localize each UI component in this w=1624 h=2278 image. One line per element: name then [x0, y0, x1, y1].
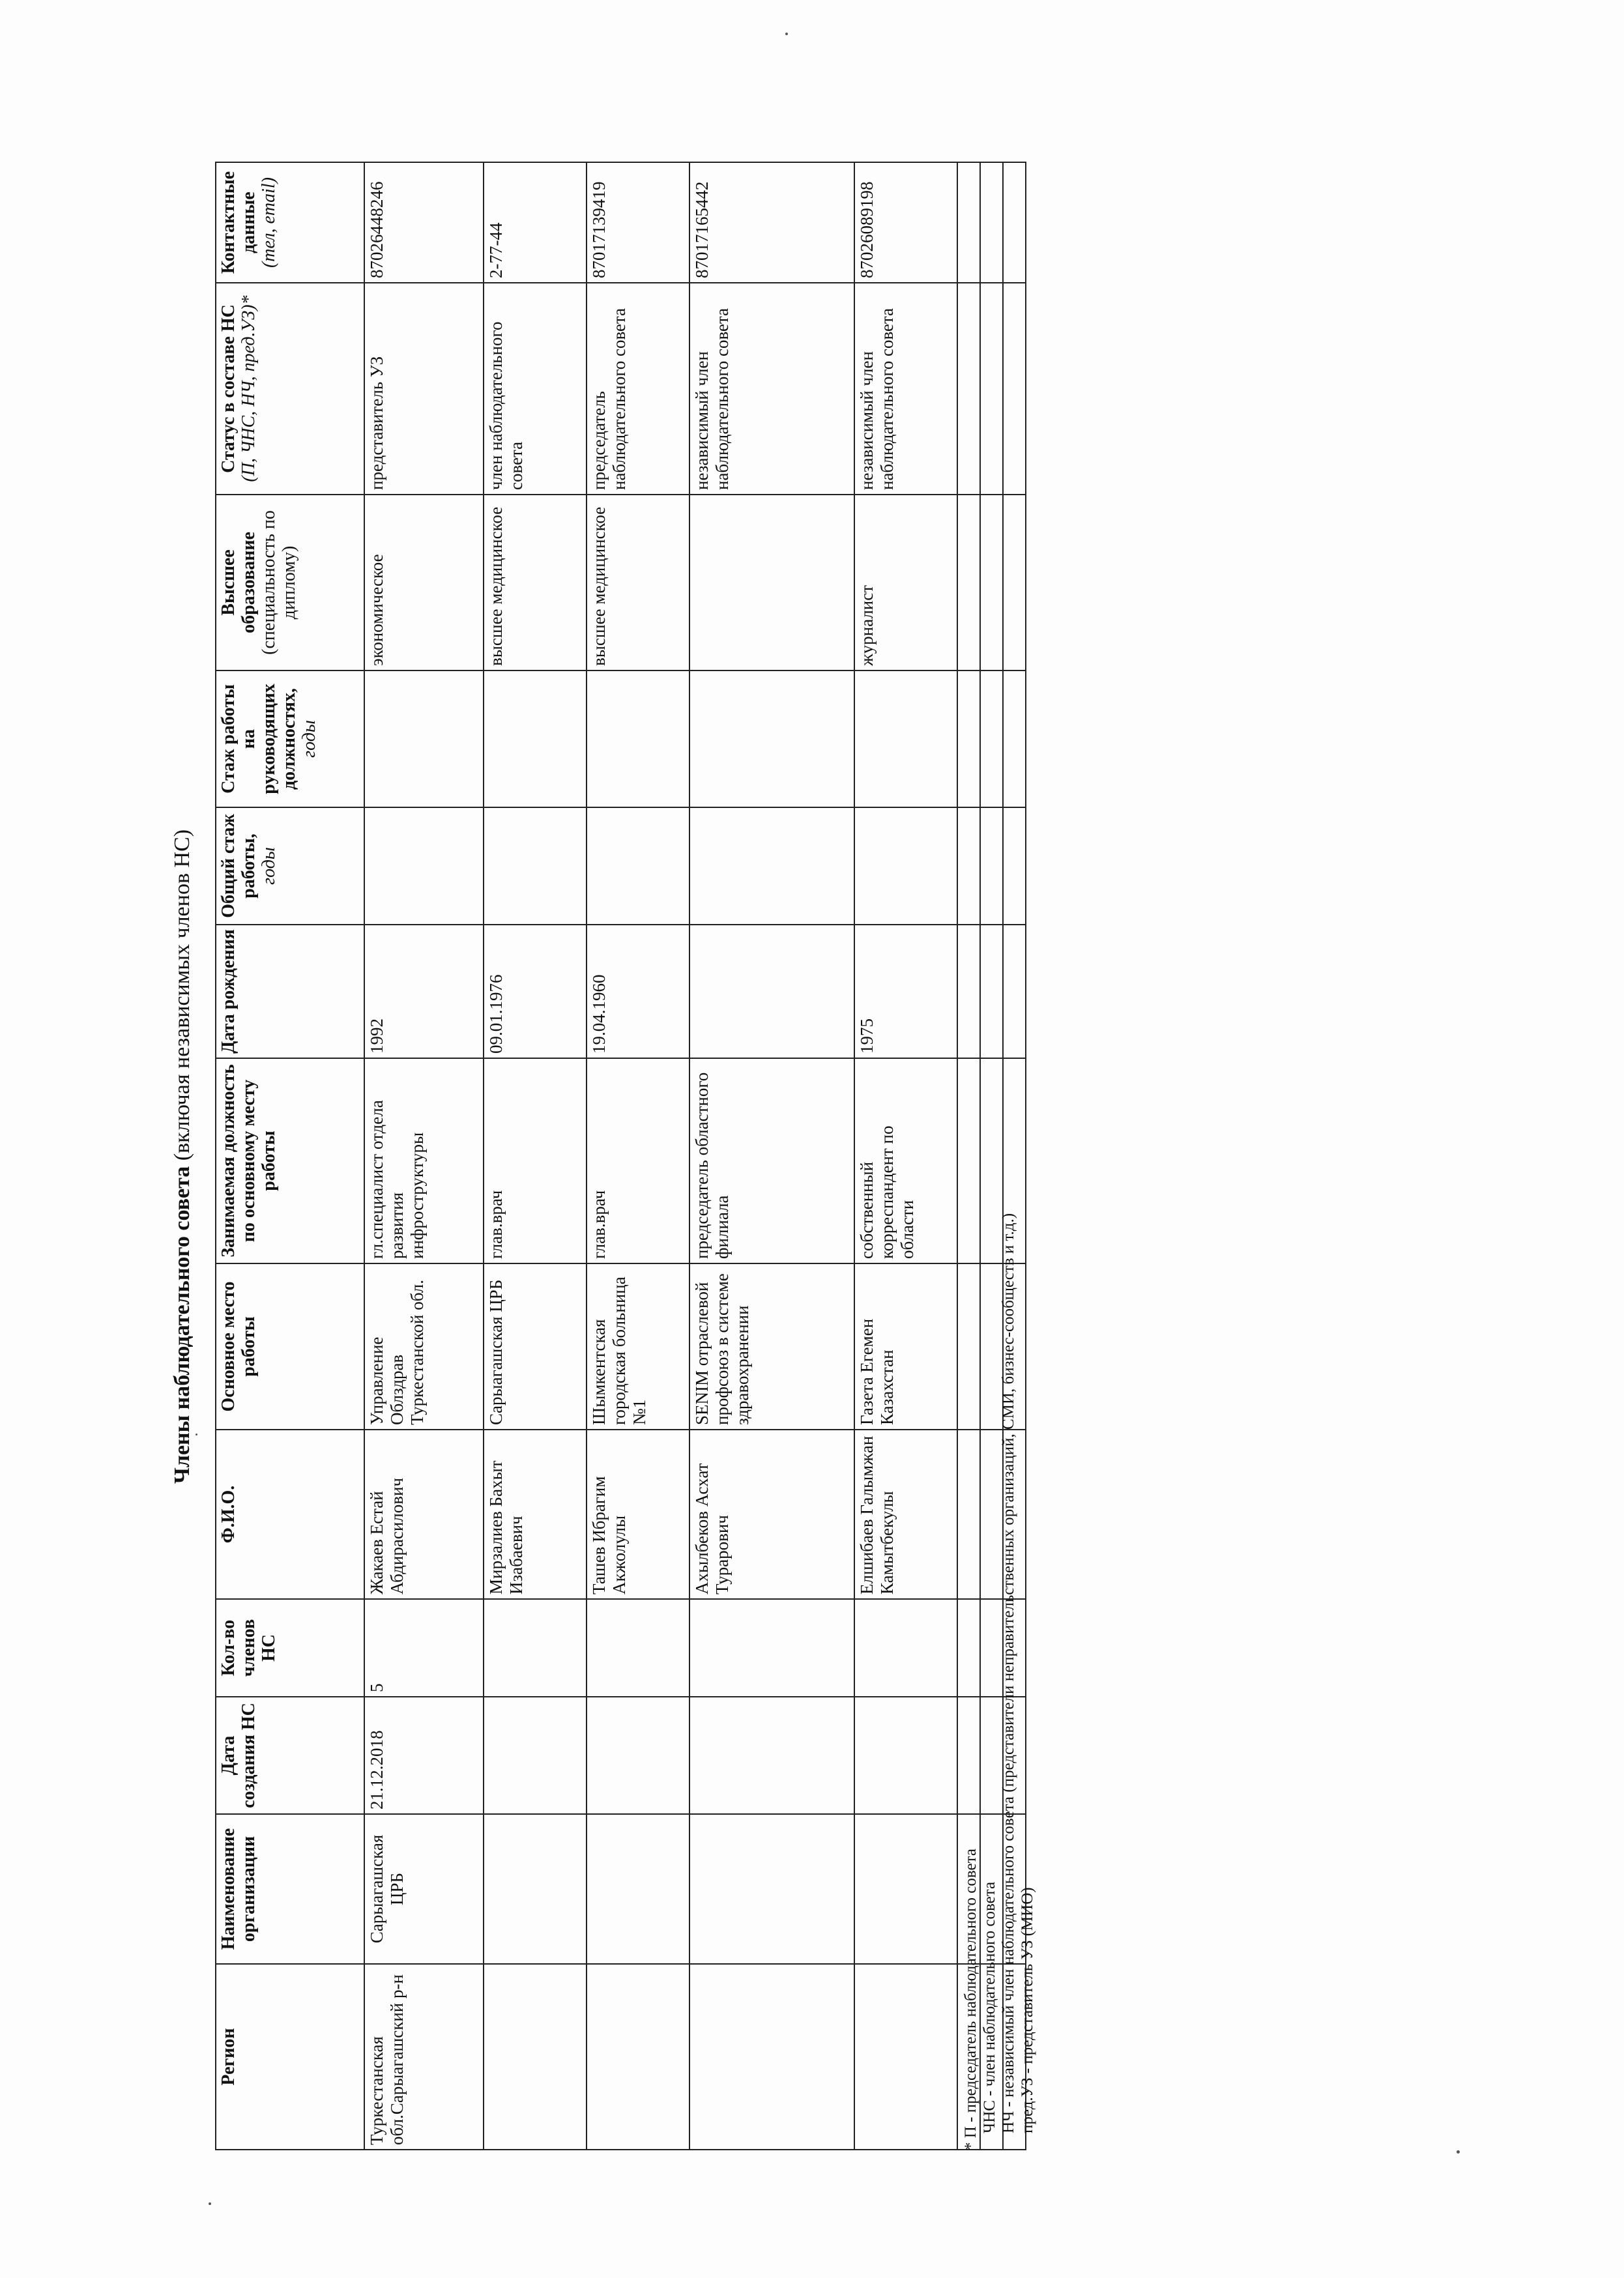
- table-row: [364, 162, 484, 2150]
- workplace-cell: Управление Облздрав Туркестанской обл.: [364, 1263, 484, 1430]
- region-cell: [854, 1964, 957, 2150]
- organization-cell: [587, 1814, 689, 1964]
- workplace-cell: Сарыагашская ЦРБ: [484, 1263, 587, 1430]
- contact-cell: 2-77-44: [484, 162, 587, 283]
- management-experience-cell: [364, 670, 484, 807]
- table-row: [484, 162, 587, 2150]
- name-cell: Ташев Ибрагим Акжолулы: [587, 1430, 689, 1599]
- header-education: Высшее образование (специальность по диплому): [216, 495, 364, 670]
- header-row: [216, 162, 364, 2150]
- creation-date-cell: [484, 1697, 587, 1814]
- management-experience-cell: [587, 670, 689, 807]
- status-cell: представитель УЗ: [364, 283, 484, 495]
- footnote-line: пред.УЗ - представитель УЗ (МИО): [1019, 1887, 1036, 2133]
- birth-date-cell: 1992: [364, 925, 484, 1058]
- header-name: Ф.И.О.: [216, 1430, 364, 1599]
- birth-date-cell: 19.04.1960: [587, 925, 689, 1058]
- organization-cell: Сарыагашская ЦРБ: [364, 1814, 484, 1964]
- footnote-line: ЧНС - член наблюдательного совета: [981, 1881, 998, 2133]
- birth-date-cell: 09.01.1976: [484, 925, 587, 1058]
- total-experience-cell: [689, 807, 854, 925]
- position-cell: глав.врач: [587, 1058, 689, 1263]
- header-total-experience: Общий стаж работы, годы: [216, 807, 364, 925]
- header-position: Занимаемая должность по основному месту работы: [216, 1058, 364, 1263]
- education-cell: высшее медицинское: [484, 495, 587, 670]
- member-count-cell: 5: [364, 1599, 484, 1697]
- table-row: [587, 162, 689, 2150]
- page-title: [169, 163, 196, 2150]
- footnotes: [961, 586, 1037, 2150]
- position-cell: гл.специалист отдела развития инфроструктуры: [364, 1058, 484, 1263]
- management-experience-cell: [854, 670, 957, 807]
- workplace-cell: Газета Егемен Казахстан: [854, 1263, 957, 1430]
- header-status: Статус в составе НС (П, ЧНС, НЧ, пред.УЗ)*: [216, 283, 364, 495]
- scan-speck: [785, 33, 788, 35]
- creation-date-cell: 21.12.2018: [364, 1697, 484, 1814]
- member-count-cell: [587, 1599, 689, 1697]
- contact-cell: 87017139419: [587, 162, 689, 283]
- position-cell: председатель областного филиала: [689, 1058, 854, 1263]
- education-cell: журналист: [854, 495, 957, 670]
- creation-date-cell: [689, 1697, 854, 1814]
- education-cell: экономическое: [364, 495, 484, 670]
- education-cell: [689, 495, 854, 670]
- title-note: (включая независимых членов НС): [170, 829, 194, 1161]
- birth-date-cell: 1975: [854, 925, 957, 1058]
- total-experience-cell: [854, 807, 957, 925]
- position-cell: глав.врач: [484, 1058, 587, 1263]
- rotated-document: [169, 163, 1408, 2150]
- scan-speck: [209, 2202, 211, 2205]
- header-organization: Наименование организации: [216, 1814, 364, 1964]
- header-birth-date: Дата рождения: [216, 925, 364, 1058]
- footnote-line: * П - председатель наблюдательного совета: [962, 1849, 979, 2150]
- header-contacts: Контактные данные (тел, email): [216, 162, 364, 283]
- name-cell: Жакаев Естай Абдирасилович: [364, 1430, 484, 1599]
- birth-date-cell: [689, 925, 854, 1058]
- title-bold: Члены наблюдательного совета: [170, 1166, 194, 1484]
- contact-cell: 87017165442: [689, 162, 854, 283]
- region-cell: [484, 1964, 587, 2150]
- total-experience-cell: [484, 807, 587, 925]
- table-row: [854, 162, 957, 2150]
- name-cell: Мирзалиев Бахыт Изабаевич: [484, 1430, 587, 1599]
- region-cell: Туркестанская обл.Сарыагашский р-н: [364, 1964, 484, 2150]
- creation-date-cell: [587, 1697, 689, 1814]
- scan-speck: [1457, 2150, 1460, 2154]
- status-cell: независимый член наблюдательного совета: [854, 283, 957, 495]
- header-member-count: Кол-во членов НС: [216, 1599, 364, 1697]
- workplace-cell: Шымкентская городская больница №1: [587, 1263, 689, 1430]
- region-cell: [587, 1964, 689, 2150]
- contact-cell: 87026089198: [854, 162, 957, 283]
- region-cell: [689, 1964, 854, 2150]
- status-cell: член наблюдательного совета: [484, 283, 587, 495]
- name-cell: Ахылбеков Асхат Турарович: [689, 1430, 854, 1599]
- members-table: [215, 162, 1026, 2150]
- position-cell: собственный корреспандент по области: [854, 1058, 957, 1263]
- organization-cell: [689, 1814, 854, 1964]
- workplace-cell: SENIM отраслевой профсоюз в системе здравохранении: [689, 1263, 854, 1430]
- member-count-cell: [689, 1599, 854, 1697]
- organization-cell: [484, 1814, 587, 1964]
- name-cell: Елшибаев Галымжан Камытбекулы: [854, 1430, 957, 1599]
- header-management-experience: Стаж работы на руководящих должностях, годы: [216, 670, 364, 807]
- organization-cell: [854, 1814, 957, 1964]
- contact-cell: 87026448246: [364, 162, 484, 283]
- member-count-cell: [854, 1599, 957, 1697]
- header-creation-date: Дата создания НС: [216, 1697, 364, 1814]
- status-cell: независимый член наблюдательного совета: [689, 283, 854, 495]
- creation-date-cell: [854, 1697, 957, 1814]
- footnote-line: НЧ - независимый член наблюдательного совета (представители неправительственных организаций, СМИ, бизнес-сообществ и т.д.): [1000, 1213, 1017, 2133]
- total-experience-cell: [364, 807, 484, 925]
- member-count-cell: [484, 1599, 587, 1697]
- total-experience-cell: [587, 807, 689, 925]
- header-region: Регион: [216, 1964, 364, 2150]
- management-experience-cell: [689, 670, 854, 807]
- table-row: [689, 162, 854, 2150]
- education-cell: высшее медицинское: [587, 495, 689, 670]
- header-workplace: Основное место работы: [216, 1263, 364, 1430]
- status-cell: председатель наблюдательного совета: [587, 283, 689, 495]
- management-experience-cell: [484, 670, 587, 807]
